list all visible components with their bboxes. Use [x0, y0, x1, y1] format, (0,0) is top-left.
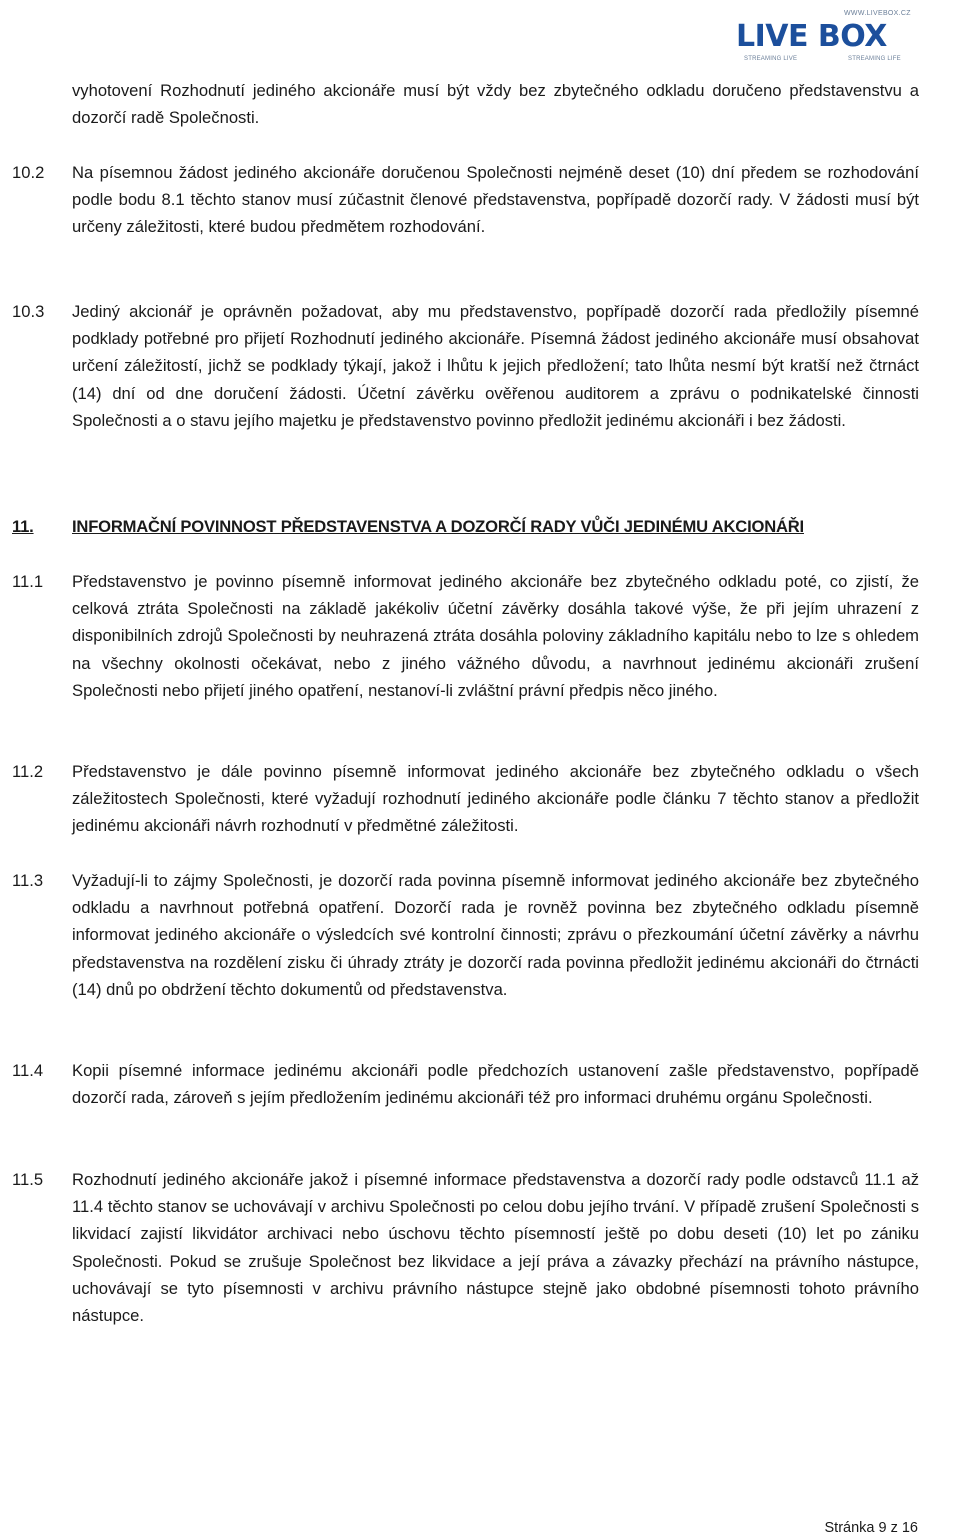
- logo-wordmark: LIVE BOX: [736, 19, 887, 54]
- section-text-11-2: Představenstvo je dále povinno písemně informovat jediného akcionáře bez zbytečného odkladu o všech záležitostech Společnosti, které vyžadují rozhodnutí jediného akcionáře podle článku 7 těchto stanov a předložit jedinému akcionáři návrh rozhodnutí v předmětné záležitosti.: [72, 762, 919, 836]
- logo-tagline-right: STREAMING LIFE: [848, 56, 901, 62]
- section-text-11-4: Kopii písemné informace jedinému akcionáři podle předchozích ustanovení zašle představenstvo, popřípadě dozorčí rada, zároveň s jejím předložením jedinému akcionáři též pro informaci druhému orgánu Společnosti.: [72, 1061, 919, 1108]
- logo-tagline-left: STREAMING LIVE: [744, 56, 798, 62]
- page-number: Stránka 9 z 16: [824, 1520, 918, 1536]
- section-text-10-3: Jediný akcionář je oprávněn požadovat, aby mu představenstvo, popřípadě dozorčí rada předložily písemné podklady potřebné pro přijetí Rozhodnutí jediného akcionáře. Písemná žádost jediného akcionáře musí obsahovat určení záležitostí, jichž se podklady týkají, jakož i lhůtu k jejich předložení; tato lhůta nesmí být kratší než čtrnáct (14) dní od dne doručení žádosti. Účetní závěrku ověřenou auditorem a zprávu o podnikatelské činnosti Společnosti a o stavu jejího majetku je představenstvo povinno předložit jedinému akcionáři i bez žádosti.: [72, 302, 919, 430]
- section-number-10-2: 10.2: [12, 163, 45, 182]
- paragraph-intro: vyhotovení Rozhodnutí jediného akcionáře musí být vždy bez zbytečného odkladu doručeno představenstvu a dozorčí radě Společnosti.: [72, 81, 919, 128]
- section-text-11-5: Rozhodnutí jediného akcionáře jakož i písemné informace představenstva a dozorčí rady podle odstavců 11.1 až 11.4 těchto stanov se uchovávají v archivu Společnosti po celou dobu jejího trvání. V případě zrušení Společnosti s likvidací zajistí likvidátor archivaci nebo úschovu těchto písemností ještě po dobu deseti (10) let po zániku Společnosti. Pokud se zrušuje Společnost bez likvidace a její práva a závazky přechází na právního nástupce, uchovávají se tyto písemnosti v archivu právního nástupce stejně jako obdobné písemnosti tohoto právního nástupce.: [72, 1170, 919, 1326]
- section-text-10-2: Na písemnou žádost jediného akcionáře doručenou Společnosti nejméně deset (10) dní předem se rozhodování podle bodu 8.1 těchto stanov musí zúčastnit členové představenstva, popřípadě dozorčí rady. V žádosti musí být určeny záležitosti, které budou předmětem rozhodování.: [72, 163, 919, 237]
- section-number-11-4: 11.4: [12, 1061, 44, 1080]
- section-number-11-1: 11.1: [12, 572, 44, 591]
- section-number-11-5: 11.5: [12, 1170, 44, 1189]
- heading-11: INFORMAČNÍ POVINNOST PŘEDSTAVENSTVA A DOZORČÍ RADY VŮČI JEDINÉMU AKCIONÁŘI: [72, 517, 804, 536]
- livebox-logo: [736, 10, 946, 60]
- section-number-11-2: 11.2: [12, 762, 44, 781]
- logo-url: WWW.LIVEBOX.CZ: [844, 10, 911, 17]
- section-text-11-1: Představenstvo je povinno písemně informovat jediného akcionáře bez zbytečného odkladu poté, co zjistí, že celková ztráta Společnosti na základě jakékoliv účetní závěrky dosáhla takové výše, že při jejím uhrazení z disponibilních zdrojů Společnosti by neuhrazená ztráta dosáhla poloviny základního kapitálu nebo to lze s ohledem na všechny okolnosti očekávat, nebo z jiného vážného důvodu, a navrhnout jedinému akcionáři zrušení Společnosti nebo přijetí jiného opatření, nestanoví-li zvláštní právní předpis něco jiného.: [72, 572, 919, 700]
- section-number-11-3: 11.3: [12, 871, 44, 890]
- section-number-10-3: 10.3: [12, 302, 45, 321]
- heading-number-11: 11.: [12, 517, 34, 536]
- section-text-11-3: Vyžadují-li to zájmy Společnosti, je dozorčí rada povinna písemně informovat jediného akcionáře bez zbytečného odkladu a navrhnout potřebná opatření. Dozorčí rada je rovněž povinna bez zbytečného odkladu písemně informovat jediného akcionáře o výsledcích své kontrolní činnosti; zprávu o přezkoumání účetní závěrky a návrhu představenstva na rozdělení zisku či úhrady ztráty je dozorčí rada povinna předložit jedinému akcionáři do čtrnácti (14) dnů po obdržení těchto dokumentů od představenstva.: [72, 871, 919, 999]
